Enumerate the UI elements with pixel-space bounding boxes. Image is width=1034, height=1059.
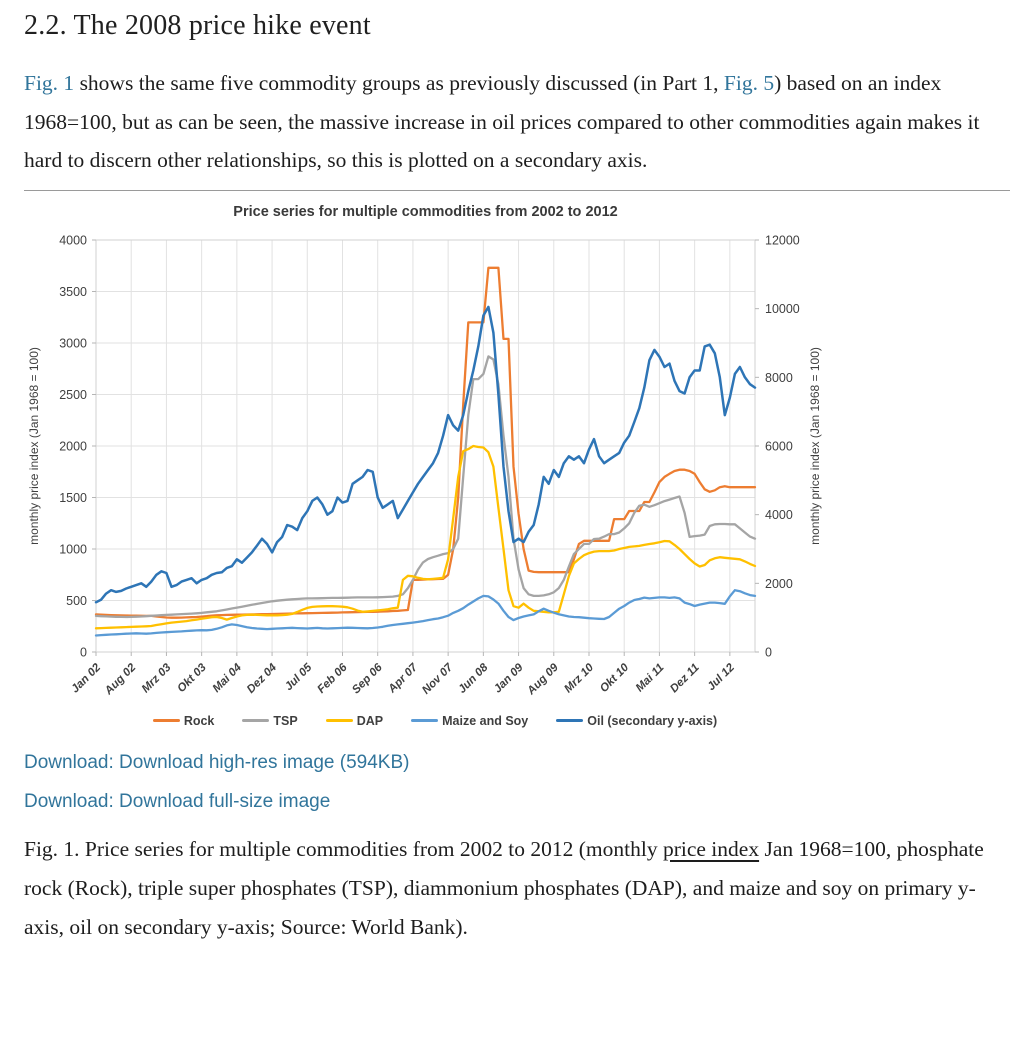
svg-text:Okt 10: Okt 10 — [597, 661, 632, 695]
commodity-price-chart — [24, 197, 846, 709]
svg-text:Jul 12: Jul 12 — [705, 661, 737, 693]
section-divider — [24, 190, 1010, 191]
svg-text:10000: 10000 — [765, 301, 800, 316]
legend-label: DAP — [356, 713, 384, 728]
svg-text:0: 0 — [80, 645, 87, 659]
legend-item-tsp — [242, 714, 297, 728]
x-tick-labels — [69, 661, 737, 698]
svg-text:Jan 02: Jan 02 — [69, 661, 104, 695]
y-right-tick-labels — [765, 233, 800, 659]
svg-text:Jul 05: Jul 05 — [282, 661, 315, 693]
svg-text:Mrz 03: Mrz 03 — [139, 661, 174, 695]
intro-paragraph — [24, 64, 1010, 180]
figure-1 — [24, 197, 884, 728]
download-links — [24, 752, 1010, 813]
svg-text:2500: 2500 — [59, 387, 87, 402]
svg-text:8000: 8000 — [765, 370, 793, 385]
svg-text:Aug 09: Aug 09 — [525, 661, 561, 697]
svg-text:6000: 6000 — [765, 439, 793, 453]
figure-caption — [24, 830, 1010, 947]
svg-text:1500: 1500 — [59, 490, 87, 505]
svg-text:Jun 08: Jun 08 — [456, 661, 491, 696]
legend-label: TSP — [273, 713, 298, 728]
chart-grid — [96, 240, 755, 652]
legend-item-dap — [326, 714, 383, 728]
svg-text:3000: 3000 — [59, 336, 87, 350]
chart-title: Price series for multiple commodities from 2002 to 2012 — [233, 203, 618, 220]
legend-item-maize-and-soy — [411, 714, 528, 728]
svg-text:0: 0 — [765, 645, 772, 659]
section-heading: 2.2. The 2008 price hike event — [24, 10, 371, 41]
svg-text:Nov 07: Nov 07 — [420, 661, 456, 697]
svg-text:Feb 06: Feb 06 — [315, 661, 350, 696]
legend-swatch — [556, 719, 583, 722]
y-left-axis-title: monthly price index (Jan 1968 = 100) — [27, 346, 41, 545]
svg-text:Aug 02: Aug 02 — [102, 661, 139, 697]
price-index-term-link[interactable]: price index — [662, 836, 760, 861]
legend-label: Oil (secondary y-axis) — [587, 713, 718, 728]
svg-text:Dez 11: Dez 11 — [668, 661, 702, 695]
legend-swatch — [326, 719, 353, 722]
svg-text:Mai 04: Mai 04 — [210, 661, 244, 695]
svg-text:Dez 04: Dez 04 — [244, 661, 280, 696]
svg-text:Jan 09: Jan 09 — [491, 661, 526, 695]
svg-text:2000: 2000 — [765, 576, 793, 591]
svg-text:Apr 07: Apr 07 — [386, 661, 421, 695]
legend-label: Maize and Soy — [442, 713, 529, 728]
svg-text:Sep 06: Sep 06 — [350, 661, 385, 696]
svg-text:12000: 12000 — [765, 233, 800, 247]
intro-text-2: ) based on an index 1968=100, but as can be seen, the massive increase in oil prices compared to other commodities again makes it hard to discern other relationships, so this is plotted on a secondary axis. — [24, 71, 980, 172]
caption-text-1: Fig. 1. Price series for multiple commodities from 2002 to 2012 (monthly — [24, 836, 663, 861]
y-right-axis-title: monthly price index (Jan 1968 = 100) — [808, 346, 822, 545]
download-fullsize-link[interactable]: Download: Download full-size image — [24, 790, 331, 812]
legend-item-oil-secondary-y-axis- — [556, 714, 717, 728]
svg-text:1000: 1000 — [59, 542, 87, 556]
svg-text:Mrz 10: Mrz 10 — [562, 661, 597, 695]
download-highres-link[interactable]: Download: Download high-res image (594KB) — [24, 751, 410, 773]
intro-text-1: shows the same five commodity groups as previously discussed (in Part 1, — [74, 71, 724, 95]
svg-text:2000: 2000 — [59, 439, 87, 453]
series-oil-secondary-y-axis- — [96, 306, 755, 601]
article-page — [0, 10, 1034, 1059]
svg-text:Okt 03: Okt 03 — [175, 661, 209, 695]
caption-text-2: Jan 1968=100, phosphate rock (Rock), triple super phosphates (TSP), diammonium phosphates (DAP), and maize and soy on primary y-axis, oil on secondary y-axis; Source: World Bank). — [24, 836, 984, 939]
fig1-link[interactable]: Fig. 1 — [24, 71, 75, 95]
svg-text:4000: 4000 — [765, 507, 793, 522]
legend-label: Rock — [183, 713, 215, 728]
legend-swatch — [411, 719, 438, 722]
y-left-tick-labels — [59, 233, 87, 659]
svg-text:4000: 4000 — [59, 233, 87, 247]
chart-legend — [24, 714, 846, 728]
svg-text:500: 500 — [66, 593, 87, 608]
legend-swatch — [153, 719, 180, 722]
legend-item-rock — [153, 714, 215, 728]
series-rock — [96, 267, 755, 617]
svg-text:Mai 11: Mai 11 — [633, 661, 667, 694]
fig5-link[interactable]: Fig. 5 — [723, 71, 775, 95]
svg-text:3500: 3500 — [59, 284, 87, 299]
legend-swatch — [242, 719, 269, 722]
